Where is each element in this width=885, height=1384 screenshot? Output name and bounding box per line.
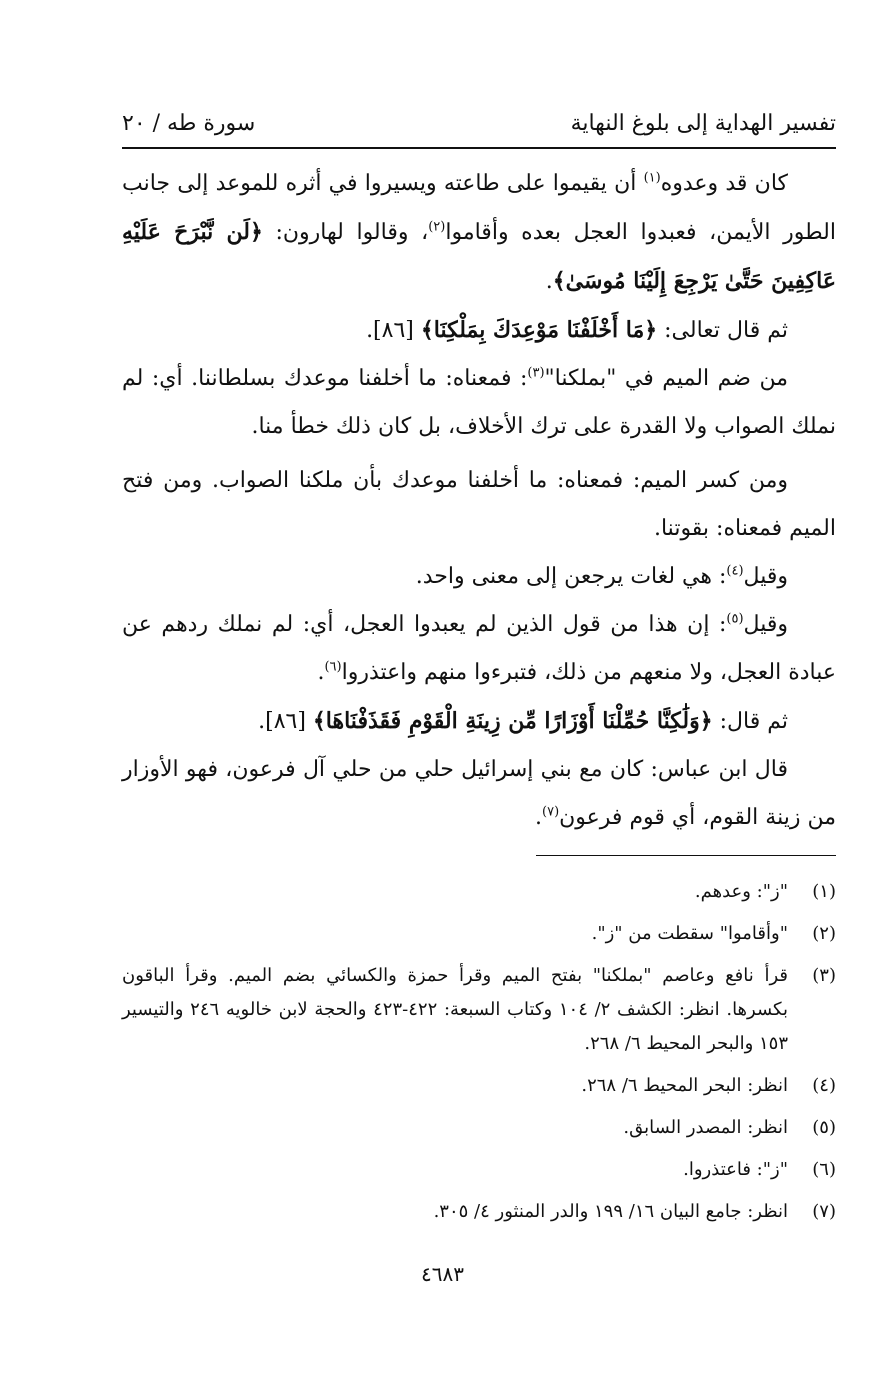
verse-reference-2: [٨٦]. <box>366 318 421 343</box>
paragraph-1-text-c: ، وقالوا لهارون: <box>262 220 429 245</box>
quran-verse-1: ﴿لَن نَّبْرَحَ عَلَيْهِ عَاكِفِينَ حَتَّىٰ يَرْجِعَ إِلَيْنَا مُوسَىٰ﴾ <box>122 219 836 294</box>
paragraph-5-text-b: : هي لغات يرجعن إلى معنى واحد. <box>415 564 727 589</box>
paragraph-3-text-b: : فمعناه: ما أخلفنا موعدك بسلطاننا. أي: لم نملك الصواب ولا القدرة على ترك الأخلاف، بل كان ذلك خطأ منا. <box>122 366 836 439</box>
footnote-ref-1: (١) <box>643 170 661 186</box>
footnote-text: "ز": فاعتذروا. <box>683 1159 788 1180</box>
footnote-text: "وأقاموا" سقطت من "ز". <box>591 923 788 944</box>
paragraph-1-text-d: . <box>545 269 553 294</box>
paragraph-8-text-b: . <box>535 805 542 830</box>
paragraph-6-text-c: . <box>317 660 325 685</box>
paragraph-8-text-a: قال ابن عباس: كان مع بني إسرائيل حلي من حلي آل فرعون، فهو الأوزار من زينة القوم، أي قوم فرعون <box>122 757 836 830</box>
main-text <box>122 160 836 842</box>
paragraph-1-text-a: كان قد وعدوه <box>660 171 788 196</box>
quran-verse-2: ﴿مَا أَخْلَفْنَا مَوْعِدَكَ بِمَلْكِنَا﴾ <box>420 317 658 343</box>
footnote-ref-5: (٥) <box>726 611 744 627</box>
footnote-2 <box>122 917 836 951</box>
paragraph-2-text-a: ثم قال تعالى: <box>657 318 788 343</box>
footnote-number: (٥) <box>812 1117 836 1138</box>
verse-reference-3: [٨٦]. <box>258 709 313 734</box>
footnote-1 <box>122 875 836 909</box>
footnote-7 <box>122 1195 836 1229</box>
footnote-text: انظر: جامع البيان ١٦/ ١٩٩ والدر المنثور ٤/ ٣٠٥. <box>433 1201 788 1222</box>
paragraph-1 <box>122 160 836 306</box>
running-header <box>122 108 836 144</box>
paragraph-7 <box>122 697 836 746</box>
footnote-number: (٤) <box>812 1075 836 1096</box>
paragraph-6-text-b: : إن هذا من قول الذين لم يعبدوا العجل، أي: لم نملك ردهم عن عبادة العجل، ولا منعهم من ذلك، فتبرءوا منهم واعتذروا <box>122 612 836 685</box>
footnote-ref-4: (٤) <box>726 563 744 579</box>
book-title: تفسير الهداية إلى بلوغ النهاية <box>570 111 836 136</box>
paragraph-7-text-a: ثم قال: <box>712 709 788 734</box>
footnote-number: (٣) <box>812 965 836 986</box>
paragraph-6 <box>122 601 836 697</box>
footnote-6 <box>122 1153 836 1187</box>
quran-verse-3: ﴿وَلَٰكِنَّا حُمِّلْنَا أَوْزَارًا مِّن زِينَةِ الْقَوْمِ فَقَذَفْنَاهَا﴾ <box>312 708 713 734</box>
footnote-text: قرأ نافع وعاصم "بملكنا" بفتح الميم وقرأ حمزة والكسائي بضم الميم. وقرأ الباقون بكسرها. انظر: الكشف ٢/ ١٠٤ وكتاب السبعة: ٤٢٢-٤٢٣ والحجة لابن خالويه ٢٤٦ والتيسير ١٥٣ والبحر المحيط ٦/ ٢٦٨. <box>122 965 788 1054</box>
paragraph-4: ومن كسر الميم: فمعناه: ما أخلفنا موعدك بأن ملكنا الصواب. ومن فتح الميم فمعناه: بقوتنا. <box>122 468 836 541</box>
footnote-ref-2: (٢) <box>428 219 446 235</box>
footnote-text: "ز": وعدهم. <box>694 881 788 902</box>
page-number: ٤٦٨٣ <box>421 1262 464 1286</box>
paragraph-8 <box>122 746 836 842</box>
footnote-5 <box>122 1111 836 1145</box>
header-rule <box>122 147 836 149</box>
footnote-text: انظر: المصدر السابق. <box>623 1117 788 1138</box>
footnotes <box>122 875 836 1237</box>
paragraph-5-text-a: وقيل <box>743 564 788 589</box>
footnote-ref-3: (٣) <box>527 365 545 381</box>
footnote-ref-6: (٦) <box>324 659 342 675</box>
paragraph-2 <box>122 306 836 355</box>
footnote-number: (١) <box>812 881 836 902</box>
paragraph-1-text-b: أن يقيموا على طاعته ويسيروا في أثره للموعد إلى جانب الطور الأيمن، فعبدوا العجل بعده وأقاموا <box>122 171 836 245</box>
footnote-3 <box>122 959 836 1061</box>
footnote-ref-7: (٧) <box>542 804 560 820</box>
footnote-number: (٢) <box>812 923 836 944</box>
footnote-4 <box>122 1069 836 1103</box>
footnote-number: (٧) <box>812 1201 836 1222</box>
surah-label: سورة طه / ٢٠ <box>122 111 256 136</box>
paragraph-3-text-a: من ضم الميم في "بملكنا" <box>544 366 788 391</box>
paragraph-6-text-a: وقيل <box>743 612 788 637</box>
footnote-separator <box>536 855 836 856</box>
paragraph-5 <box>122 553 836 601</box>
paragraph-3 <box>122 355 836 451</box>
footnote-text: انظر: البحر المحيط ٦/ ٢٦٨. <box>581 1075 788 1096</box>
footnote-number: (٦) <box>812 1159 836 1180</box>
